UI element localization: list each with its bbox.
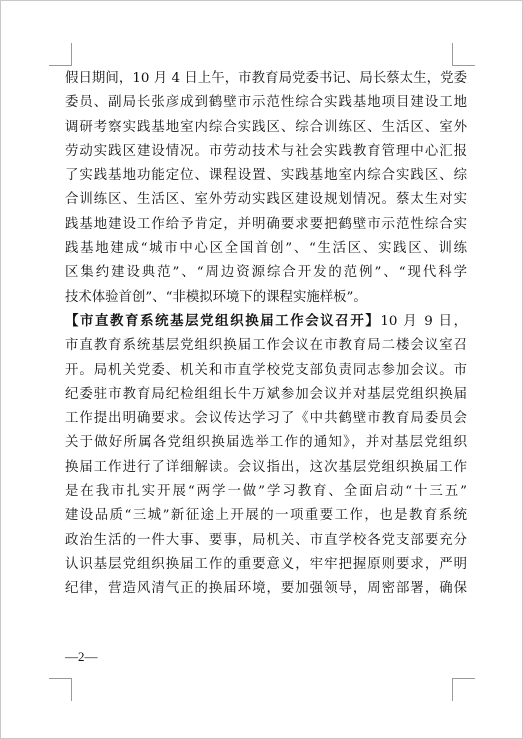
page-number: —2— [65, 649, 98, 664]
document-body [65, 67, 467, 602]
paragraph-line: 调研考察实践基地室内综合实践区、综合训练区、生活区、室外 [65, 119, 467, 135]
paragraph-line: 开。局机关党委、机关和市直学校党支部负责同志参加会议。市 [65, 362, 467, 378]
paragraph-line: 劳动实践区建设情况。市劳动技术与社会实践教育管理中心汇报 [65, 143, 467, 159]
paragraph-party-election-meeting [65, 310, 467, 602]
paragraph-line: 践基地建成“城市中心区全国首创”、“生活区、实践区、训练 [65, 241, 467, 257]
crop-mark-bottom-right [452, 678, 475, 701]
paragraph-line: 政治生活的一件大事、要事，局机关、市直学校各党支部要充分 [65, 532, 467, 548]
paragraph-practice-base [65, 67, 467, 310]
crop-mark-bottom-left [49, 678, 72, 701]
paragraph-line: 换届工作进行了详细解读。会议指出，这次基层党组织换届工作 [65, 459, 467, 475]
paragraph-line: 纪律，营造风清气正的换届环境，要加强领导，周密部署，确保 [65, 581, 467, 597]
paragraph-line: 委员、副局长张彦成到鹤壁市示范性综合实践基地项目建设工地 [65, 95, 467, 111]
paragraph-line: 技术体验首创”、“非模拟环境下的课程实施样板”。 [65, 289, 367, 305]
paragraph-line: 关于做好所属各党组织换届选举工作的通知》，并对基层党组织 [65, 435, 467, 451]
crop-mark-top-left [49, 43, 72, 66]
heading-line-text: 10 月 9 日， [380, 313, 467, 329]
paragraph-line: 践基地建设工作给予肯定，并明确要求要把鹤壁市示范性综合实 [65, 216, 467, 232]
crop-mark-top-right [452, 43, 475, 66]
paragraph-line: 市直教育系统基层党组织换届工作会议在市教育局二楼会议室召 [65, 338, 467, 354]
paragraph-line: 合训练区、生活区、室外劳动实践区建设规划情况。蔡太生对实 [65, 192, 467, 208]
paragraph-line: 了实践基地功能定位、课程设置、实践基地室内综合实践区、综 [65, 168, 467, 184]
paragraph-line: 假日期间，10 月 4 日上午，市教育局党委书记、局长蔡太生，党委 [65, 71, 467, 86]
paragraph-line: 工作提出明确要求。会议传达学习了《中共鹤壁市教育局委员会 [65, 411, 467, 427]
paragraph-heading-line [65, 310, 467, 334]
paragraph-line: 区集约建设典范”、“周边资源综合开发的范例”、“现代科学 [65, 265, 467, 281]
paragraph-line: 建设品质“三城”新征途上开展的一项重要工作，也是教育系统 [65, 508, 467, 524]
paragraph-line: 是在我市扎实开展“两学一做”学习教育、全面启动“十三五” [65, 484, 467, 500]
section-heading: 【市直教育系统基层党组织换届工作会议召开】 [65, 313, 381, 329]
paragraph-line: 纪委驻市教育局纪检组组长牛万斌参加会议并对基层党组织换届 [65, 386, 467, 402]
paragraph-line: 认识基层党组织换届工作的重要意义，牢牢把握原则要求，严明 [65, 556, 467, 572]
